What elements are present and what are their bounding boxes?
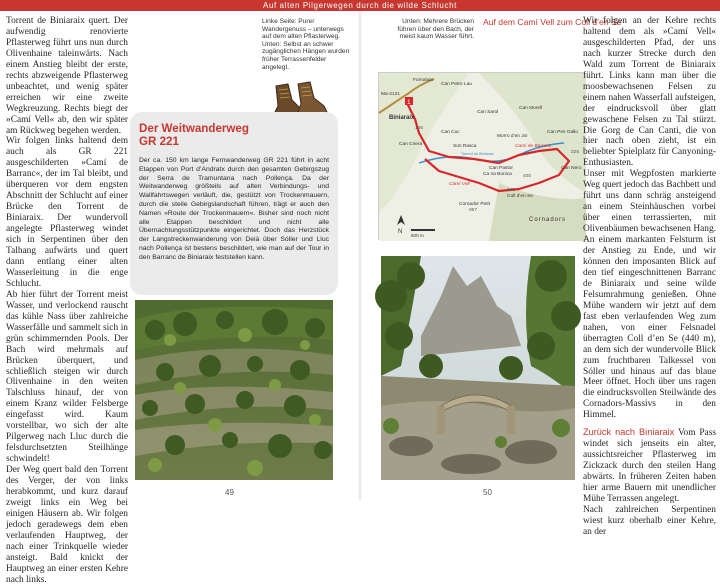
terraced-slope-image — [135, 300, 333, 480]
map-label-can-nero: Can Nero — [561, 166, 582, 171]
map-label-can-morell: Can Morell — [519, 106, 543, 111]
info-box-title-line1: Der Weitwanderweg — [139, 122, 249, 135]
map-label-ca-na-bonica: Ca na Bonica — [483, 172, 512, 177]
photo-caption-right: Unten: Mehrere Brücken führen über den Bach, der meist kaum Wasser führt. — [397, 18, 474, 41]
section-heading-zurueck: Zurück nach Biniaraix — [583, 427, 675, 438]
map-start-number: 1 — [407, 99, 411, 106]
map-label-can-cuc: Can Cuc — [441, 130, 460, 135]
left-paragraph: Der Weg quert bald den Torrent des Verger, der von links herabkommt, und kurz darauf zweigt links ein Weg bei einigen Häusern ab. Wir folgen jedoch geradewegs dem eben verlaufenden Hauptweg, der nach einer Trinkquelle wieder ansteigt. Bald knickt der Hauptweg an einer ersten Kehre nach links. — [6, 465, 128, 585]
map-label-son-rasca: Son Rasca — [453, 144, 477, 149]
right-paragraph: Unser mit Wegpfosten markierte Weg quert jedoch das Bachbett und führt uns dann schräg ansteigend an einem Steinhäuschen vorbei über einen terrassierten, mit Olivenbäumen bewachsenen Hang. An einem markanten Felsturm ist der Anstieg zu Ende, und wir können den imposanten Blick auf den tief eingeschnittenen Barranc de Biniaraix und seine wilde Felsumrahmung genießen. Ohne Mühe wandern wir jetzt auf dem fast eben verlaufenden Weg zum nahen, von einer Felsnadel überragten Coll d’en Se (440 m), an dem sich der wundervolle Blick zum fruchtbaren Talkessel von Sóller und hinaus auf das blaue Meer öffnet. Hoch über uns ragen die eindrucksvollen Steilwände des Cornadors-Massivs in den Himmel. — [583, 169, 716, 421]
info-box-title-line2: GR 221 — [139, 135, 179, 148]
map-label-cami-de-barranc: Camí de Barranc — [515, 144, 552, 149]
map-label-biniaraix: Biniaraix — [389, 115, 415, 121]
gorge-bridge-image — [381, 256, 575, 480]
section-heading-cami-vell: Auf dem Camí Vell zum Coll d’en Se — [483, 17, 622, 27]
map-label-fornalutx: Fornalutx — [413, 78, 433, 83]
map-label-cornadors: Cornadors — [529, 217, 567, 223]
photo-caption-left: Linke Seite: Purer Wandergenuss – unterwegs auf dem alten Pflasterweg. Unten: Selbst an schwer zugänglichen Hängen wurden früher Terrassenfelder angelegt. — [262, 18, 350, 71]
right-paragraph: Wir folgen an der Kehre rechts haltend dem als »Camí Vell« ausgeschilderten Pfad, der uns nach kurzer Strecke durch den Wald zum Torrent de Biniaraix führt. Links kann man über die moosbewachsenen Felsen zu einem nahen Wasserfall aufsteigen, der eindrucksvoll über glatt gewaschene Felsen zu Tal stürzt. Die Gorg de Can Canti, die von hier nach oben zieht, ist ein beliebter Spielplatz für Canyoning-Enthusiasten. — [583, 16, 716, 169]
map-north-label: N — [398, 229, 403, 235]
right-paragraph-text: Vom Pass windet sich jenseits ein alter, aussichtsreicher Pflasterweg im Zickzack durch den steilen Hang abwärts. In früheren Zeiten haben hier arme Bauern mit unendlicher Mühe Terrassen angelegt. — [583, 428, 716, 504]
map-elevation-400: 400 — [523, 174, 532, 179]
map-label-can-cirera: Can Cirera — [399, 142, 423, 147]
map-label-cornador-petit: Cornador Petit — [459, 202, 490, 207]
running-head: Auf alten Pilgerwegen durch die wilde Schlucht — [263, 1, 457, 10]
map-label-can-pes-gallo: Can Pes Gallo — [547, 130, 578, 135]
map-elevation-325: 325 — [571, 150, 580, 155]
map-label-coll-den-se: Coll d’en Se — [507, 194, 533, 199]
photo-gorge-bridge — [381, 256, 575, 480]
left-paragraph: Wir folgen links haltend dem auch als GR 221 ausgeschilderten »Camí de Barranc«, der im Tal bleibt, und überqueren vor dem engsten Abschnitt der Schlucht auf einer Brücke den Torrent de Biniaraix. Der wundervoll angelegte Pflasterweg windet sich in Serpentinen über den Talhang aufwärts und quert dann entlang einer alten Wasserleitung in die enge Schlucht. — [6, 136, 128, 289]
map-label-torrent: Torrent de Biniaraix — [461, 152, 494, 156]
page-number-left: 49 — [225, 488, 234, 497]
map-label-can-petro-lau: Can Petro Lau — [441, 82, 472, 87]
map-elevation-440: 440 — [507, 188, 516, 193]
right-paragraph-with-heading — [583, 427, 716, 505]
info-box-gr221 — [130, 112, 338, 295]
page-gutter — [358, 11, 362, 500]
route-map — [378, 72, 585, 240]
map-label-can-sarol: Can Sarol — [477, 110, 499, 115]
left-column-text — [6, 16, 128, 586]
left-paragraph: Torrent de Biniaraix quert. Der aufwendig renovierte Pflasterweg führt uns nun durch Olivenhaine taleinwärts. Nach einem Anstieg bleibt der erste, rechts abzweigende Pflasterweg unbeachtet, und wenig später erreichen wir eine zweite Wegkreuzung. Rechts biegt der »Camí Vell« ab, den wir später am Rückweg begehen werden. — [6, 16, 128, 136]
map-elevation-145: 145 — [415, 126, 424, 131]
page-number-right: 50 — [483, 488, 492, 497]
map-elevation-957: 957 — [469, 208, 478, 213]
left-paragraph: Ab hier führt der Torrent meist Wasser, und verlockend rauscht das kühle Nass über zahlreiche Wasserfälle und sammelt sich in grün schimmernden Pools. Der Bach wird mehrmals auf Brücken überquert, und schließlich steigen wir durch Olivenhaine in den weiten Talschluss hinauf, der von einem Kranz wilder Felsberge eingefasst wird. Kaum vorstellbar, wo sich der alte Pilgerweg nach Lluc durch die felsdurchsetzten Steilhänge schwindelt! — [6, 289, 128, 465]
map-scale-label: 500 m — [411, 233, 424, 238]
right-paragraph: Nach zahlreichen Serpentinen wiest kurz oberhalb einer Kehre, an der — [583, 504, 716, 537]
map-label-morro-den-joi: Morro d’en Joi — [497, 134, 528, 139]
info-box-title — [139, 122, 329, 148]
map-label-can-pastor: Can Pastor — [489, 166, 513, 171]
map-label-road: Ma-2121 — [381, 92, 400, 97]
route-map-svg — [379, 73, 586, 241]
photo-terraced-slope — [135, 300, 333, 480]
map-label-cami-vell: Camí Vell — [449, 182, 470, 187]
info-box-body: Der ca. 150 km lange Fernwanderweg GR 221 führt in acht Etappen von Port d’Andratx durch den gesamten Gebirgszug der Serra de Tramuntana nach Pollença. Da der Weitwanderweg größteils auf alten Verbindungs- und Wallfahrtswegen verläuft, die, gestützt von Trockenmauern, durch die steile Gebirgslandschaft führen, trägt er auch den Namen »Route der Trockenmauern«. Bisher sind noch nicht alle Etappen beschildert und nicht alle Übernachtungsstützpunkte eingerichtet. Doch das Herzstück der Langstreckenwanderung von Deià über Sóller und Lluc nach Pollença ist bestens beschildert, wie man auf der Tour in den Barranc de Biniaraix feststellen kann. — [139, 157, 329, 261]
right-column-text — [583, 16, 716, 538]
